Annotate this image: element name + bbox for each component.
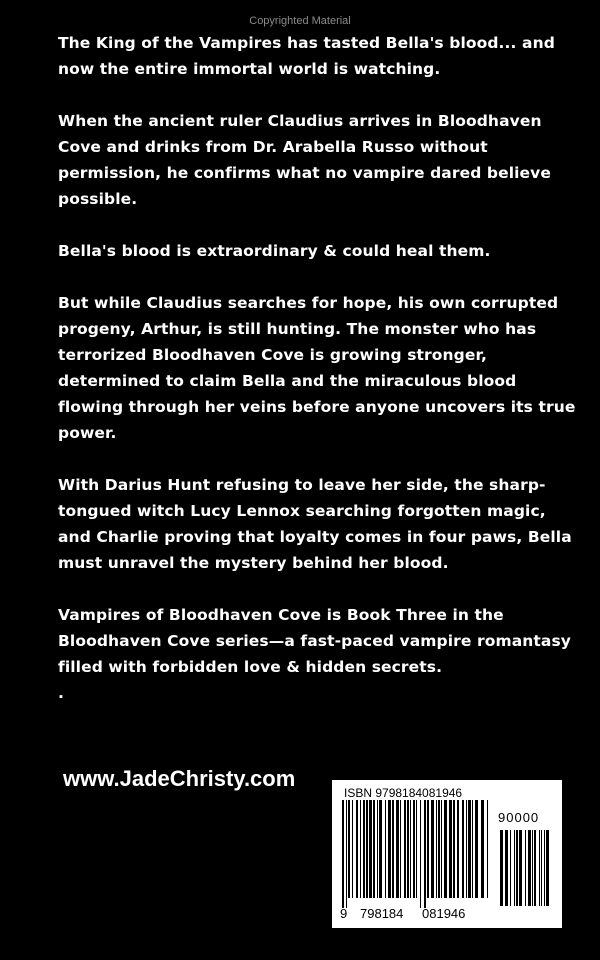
blurb-paragraph-1: The King of the Vampires has tasted Bella's blood... and now the entire immortal world is watching.: [58, 34, 555, 78]
barcode-bar: [360, 800, 361, 898]
barcode-bar: [525, 830, 526, 906]
copyright-watermark: Copyrighted Material: [249, 15, 351, 27]
barcode-bar: [352, 800, 353, 898]
barcode-bar: [342, 800, 344, 908]
blurb-paragraph-3: Bella's blood is extraordinary & could heal them.: [58, 242, 491, 260]
barcode-bar: [346, 800, 347, 908]
barcode-bar: [356, 800, 358, 898]
barcode-bar: [431, 800, 434, 898]
barcode-bar: [379, 800, 382, 898]
barcode-bar: [544, 830, 545, 906]
barcode-bar: [539, 830, 540, 906]
barcode-bar: [363, 800, 365, 898]
barcode-bar: [388, 800, 391, 898]
barcode-bar: [541, 830, 542, 906]
barcode-bar: [420, 800, 421, 908]
barcode-bar: [500, 830, 503, 906]
barcode-bar: [514, 830, 515, 906]
isbn-digit-group-1: 798184: [360, 906, 404, 921]
barcode-bar: [369, 800, 372, 898]
barcode-bar: [396, 800, 399, 898]
barcode-bar: [534, 830, 536, 906]
isbn-barcode-box: [332, 780, 562, 928]
barcode-bar: [441, 800, 442, 898]
book-blurb: [58, 30, 578, 732]
blurb-paragraph-4: But while Claudius searches for hope, his own corrupted progeny, Arthur, is still hunting. The monster who has terrorized Bloodhaven Cove is growing stronger, determined to claim Bella and the miraculous blood flowing through her veins before anyone uncovers its true power.: [58, 294, 576, 442]
blurb-paragraph-5: With Darius Hunt refusing to leave her side, the sharp-tongued witch Lucy Lennox searching forgotten magic, and Charlie proving that loyalty comes in four paws, Bella must unravel the mystery behind her blood.: [58, 476, 572, 572]
barcode-bar: [404, 800, 406, 898]
blurb-paragraph-6: Vampires of Bloodhaven Cove is Book Three in the Bloodhaven Cove series—a fast-paced vampire romantasy filled with forbidden love & hidden secrets. .: [58, 606, 572, 702]
barcode-bar: [505, 830, 508, 906]
barcode-bar: [392, 800, 394, 898]
barcode-bar: [385, 800, 386, 898]
barcode-bar: [407, 800, 409, 898]
barcode-bar: [427, 800, 429, 898]
isbn-digit-first: 9: [340, 906, 348, 921]
barcode-bar: [416, 800, 417, 898]
addon-barcode: [498, 830, 554, 916]
barcode-bar: [424, 800, 426, 908]
barcode-bar: [481, 800, 484, 898]
barcode-bar: [453, 800, 455, 898]
barcode-bar: [475, 800, 478, 898]
barcode-bar: [366, 800, 368, 898]
barcode-bar: [377, 800, 378, 898]
barcode-bar: [516, 830, 518, 906]
isbn-label: ISBN 9798184081946: [344, 786, 463, 800]
barcode-bar: [410, 800, 411, 898]
barcode-bar: [532, 830, 533, 906]
author-website: www.JadeChristy.com: [63, 766, 296, 791]
barcode-bar: [487, 800, 488, 898]
blurb-paragraph-2: When the ancient ruler Claudius arrives in Bloodhaven Cove and drinks from Dr. Arabella Russo without permission, he confirms what no vampire dared believe possible.: [58, 112, 551, 208]
barcode-bar: [466, 800, 467, 898]
barcode-bar: [348, 800, 350, 898]
barcode-bar: [468, 800, 471, 898]
barcode-bar: [472, 800, 473, 898]
barcode-bar: [438, 800, 440, 898]
barcode-bar: [519, 830, 522, 906]
barcode-bar: [444, 800, 447, 898]
barcode-bar: [462, 800, 464, 898]
barcode-bar: [436, 800, 437, 898]
barcode-bar: [528, 830, 531, 906]
barcode-bar: [546, 830, 549, 906]
barcode-bar: [400, 800, 401, 898]
ean-barcode: [340, 800, 490, 908]
barcode-bar: [457, 800, 459, 898]
isbn-digit-group-2: 081946: [422, 906, 466, 921]
barcode-bar: [373, 800, 375, 898]
price-code: 90000: [498, 810, 540, 825]
barcode-bar: [449, 800, 452, 898]
barcode-bar: [510, 830, 511, 906]
barcode-bar: [413, 800, 415, 898]
